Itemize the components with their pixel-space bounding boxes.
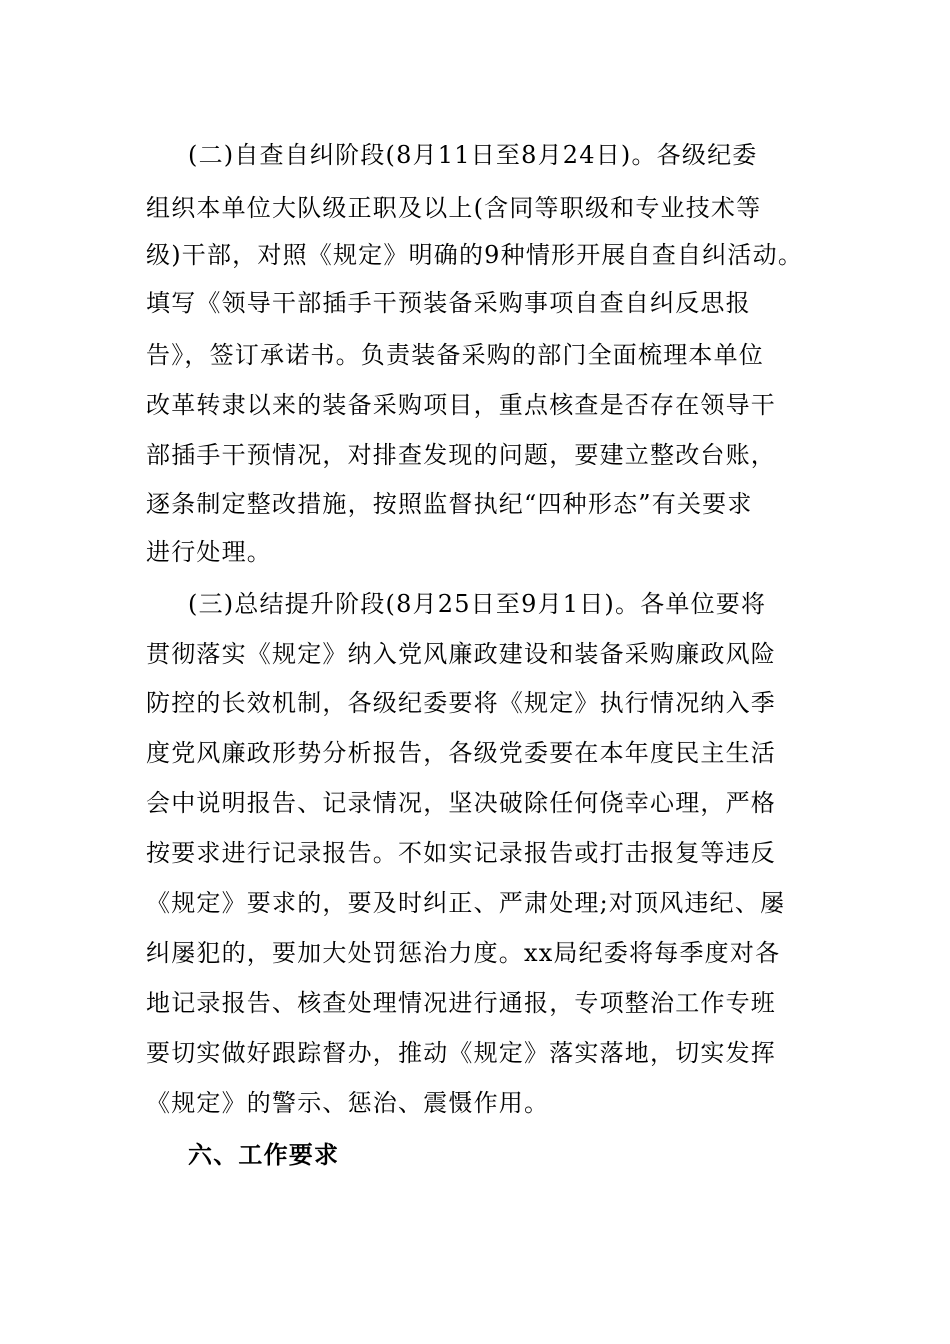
paragraph-2-line-9: 进行处理。 [146, 538, 272, 566]
paragraph-2-line-8: 逐条制定整改措施，按照监督执纪“四种形态”有关要求 [146, 490, 753, 518]
paragraph-3-line-7: 《规定》要求的，要及时纠正、严肃处理;对顶风违纪、屡 [146, 889, 786, 917]
section-heading: 六、工作要求 [188, 1140, 340, 1169]
paragraph-2-line-4: 填写《领导干部插手干预装备采购事项自查自纠反思报 [146, 289, 751, 317]
paragraph-3-line-9: 地记录报告、核查处理情况进行通报，专项整治工作专班 [146, 989, 776, 1017]
paragraph-2-line-6: 改革转隶以来的装备采购项目，重点核查是否存在领导干 [146, 391, 776, 419]
paragraph-3-line-1: (三)总结提升阶段(8月25日至9月1日)。各单位要将 [188, 590, 767, 618]
paragraph-3-line-6: 按要求进行记录报告。不如实记录报告或打击报复等违反 [146, 839, 776, 867]
paragraph-3-line-8: 纠屡犯的，要加大处罚惩治力度。xx局纪委将每季度对各 [146, 939, 781, 967]
paragraph-3-line-10: 要切实做好跟踪督办，推动《规定》落实落地，切实发挥 [146, 1039, 776, 1067]
paragraph-3-line-3: 防控的长效机制，各级纪委要将《规定》执行情况纳入季 [146, 689, 776, 717]
paragraph-3-line-11: 《规定》的警示、惩治、震慑作用。 [146, 1089, 550, 1117]
paragraph-2-line-2: 组织本单位大队级正职及以上(含同等职级和专业技术等 [146, 194, 762, 222]
paragraph-3-line-5: 会中说明报告、记录情况，坚决破除任何侥幸心理，严格 [146, 789, 776, 817]
paragraph-2-line-7: 部插手干预情况，对排查发现的问题，要建立整改台账， [146, 441, 776, 469]
paragraph-2-line-5: 告》，签订承诺书。负责装备采购的部门全面梳理本单位 [146, 341, 764, 369]
paragraph-2-line-3: 级)干部，对照《规定》明确的9种情形开展自查自纠活动。 [146, 241, 804, 269]
paragraph-2-line-1: (二)自查自纠阶段(8月11日至8月24日)。各级纪委 [188, 141, 758, 169]
paragraph-3-line-2: 贯彻落实《规定》纳入党风廉政建设和装备采购廉政风险 [146, 640, 776, 668]
paragraph-3-line-4: 度党风廉政形势分析报告，各级党委要在本年度民主生活 [146, 739, 776, 767]
